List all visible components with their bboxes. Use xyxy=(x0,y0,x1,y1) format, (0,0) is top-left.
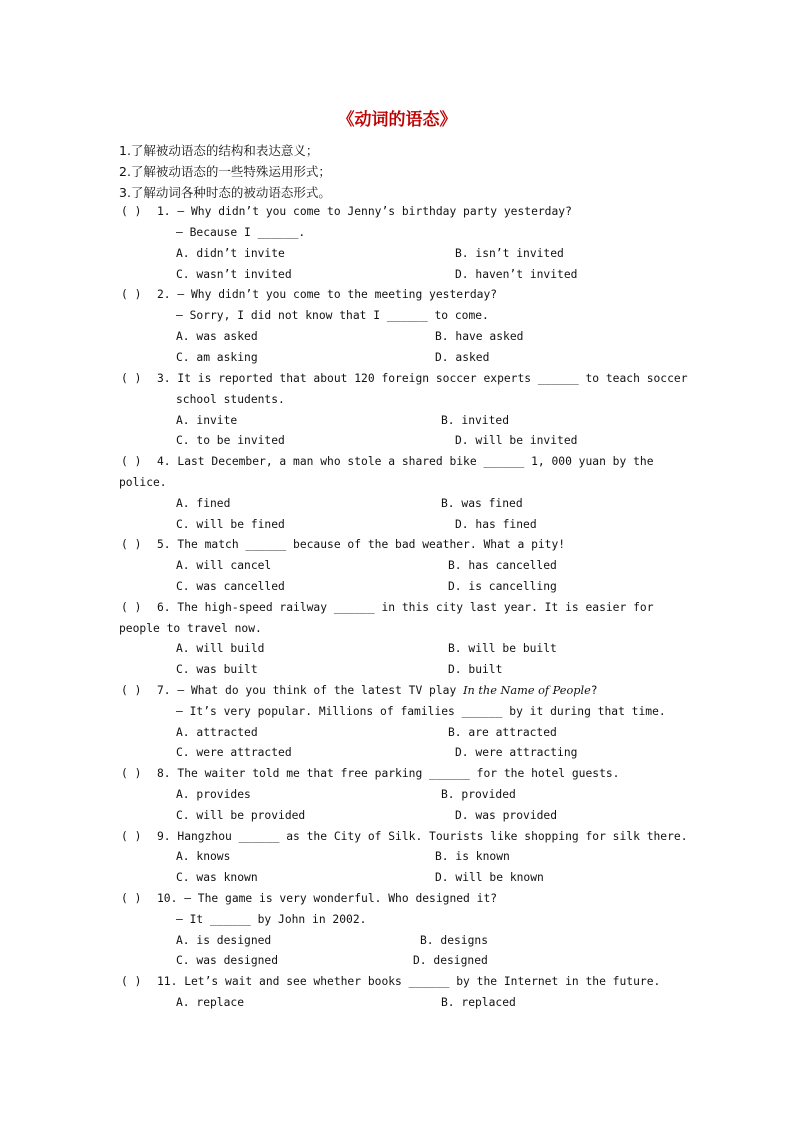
answer-blank[interactable]: ( ) xyxy=(121,601,142,614)
objective-2: 2.了解被动语态的一些特殊运用形式； xyxy=(119,164,331,179)
option-c[interactable]: C. will be fined xyxy=(176,518,285,531)
answer-blank[interactable]: ( ) xyxy=(121,372,142,385)
question-stem: 8. The waiter told me that free parking ______ for the hotel guests. xyxy=(157,767,620,780)
answer-blank[interactable]: ( ) xyxy=(121,975,142,988)
option-d[interactable]: D. will be invited xyxy=(455,434,578,447)
objective-3: 3.了解动词各种时态的被动语态形式。 xyxy=(119,185,331,200)
answer-blank[interactable]: ( ) xyxy=(121,455,142,468)
option-d[interactable]: D. built xyxy=(448,663,503,676)
option-a[interactable]: A. will cancel xyxy=(176,559,272,572)
option-a[interactable]: A. fined xyxy=(176,497,231,510)
option-a[interactable]: A. provides xyxy=(176,788,251,801)
option-a[interactable]: A. didn’t invite xyxy=(176,247,285,260)
option-c[interactable]: C. am asking xyxy=(176,351,258,364)
option-a[interactable]: A. will build xyxy=(176,642,265,655)
answer-blank[interactable]: ( ) xyxy=(121,538,142,551)
option-b[interactable]: B. are attracted xyxy=(448,726,557,739)
answer-blank[interactable]: ( ) xyxy=(121,288,142,301)
option-c[interactable]: C. will be provided xyxy=(176,809,306,822)
question-continuation: people to travel now. xyxy=(119,622,262,635)
option-d[interactable]: D. is cancelling xyxy=(448,580,557,593)
question-stem: 11. Let’s wait and see whether books ______ by the Internet in the future. xyxy=(157,975,661,988)
question-reply: — It ______ by John in 2002. xyxy=(176,913,367,926)
question-stem: 1. — Why didn’t you come to Jenny’s birthday party yesterday? xyxy=(157,205,572,218)
answer-blank[interactable]: ( ) xyxy=(121,205,142,218)
option-b[interactable]: B. isn’t invited xyxy=(455,247,564,260)
option-d[interactable]: D. was provided xyxy=(455,809,558,822)
answer-blank[interactable]: ( ) xyxy=(121,767,142,780)
option-d[interactable]: D. asked xyxy=(435,351,490,364)
option-a[interactable]: A. was asked xyxy=(176,330,258,343)
option-c[interactable]: C. was known xyxy=(176,871,258,884)
question-continuation: police. xyxy=(119,476,167,489)
page-title: 《动词的语态》 xyxy=(337,110,457,130)
option-d[interactable]: D. were attracting xyxy=(455,746,578,759)
question-continuation: school students. xyxy=(176,393,285,406)
option-d[interactable]: D. haven’t invited xyxy=(455,268,578,281)
question-stem: 3. It is reported that about 120 foreign soccer experts ______ to teach soccer xyxy=(157,372,688,385)
option-b[interactable]: B. invited xyxy=(441,414,510,427)
answer-blank[interactable]: ( ) xyxy=(121,684,142,697)
answer-blank[interactable]: ( ) xyxy=(121,830,142,843)
option-b[interactable]: B. has cancelled xyxy=(448,559,557,572)
tv-play-title: In the Name of People xyxy=(463,684,591,697)
option-c[interactable]: C. wasn’t invited xyxy=(176,268,292,281)
question-reply: — Sorry, I did not know that I ______ to come. xyxy=(176,309,489,322)
option-c[interactable]: C. was cancelled xyxy=(176,580,285,593)
objective-1: 1.了解被动语态的结构和表达意义； xyxy=(119,143,319,158)
option-b[interactable]: B. provided xyxy=(441,788,516,801)
option-c[interactable]: C. to be invited xyxy=(176,434,285,447)
option-b[interactable]: B. was fined xyxy=(441,497,523,510)
answer-blank[interactable]: ( ) xyxy=(121,892,142,905)
option-b[interactable]: B. have asked xyxy=(435,330,524,343)
option-c[interactable]: C. were attracted xyxy=(176,746,292,759)
option-c[interactable]: C. was designed xyxy=(176,954,279,967)
question-stem: 5. The match ______ because of the bad weather. What a pity! xyxy=(157,538,566,551)
question-stem: 2. — Why didn’t you come to the meeting yesterday? xyxy=(157,288,498,301)
option-a[interactable]: A. attracted xyxy=(176,726,258,739)
question-reply: — Because I ______. xyxy=(176,226,306,239)
question-stem: 10. — The game is very wonderful. Who designed it? xyxy=(157,892,498,905)
question-reply: — It’s very popular. Millions of families ______ by it during that time. xyxy=(176,705,666,718)
option-a[interactable]: A. replace xyxy=(176,996,245,1009)
question-stem: 4. Last December, a man who stole a shared bike ______ 1, 000 yuan by the xyxy=(157,455,654,468)
option-c[interactable]: C. was built xyxy=(176,663,258,676)
option-a[interactable]: A. knows xyxy=(176,850,231,863)
option-d[interactable]: D. has fined xyxy=(455,518,537,531)
option-d[interactable]: D. designed xyxy=(413,954,488,967)
option-a[interactable]: A. invite xyxy=(176,414,238,427)
option-a[interactable]: A. is designed xyxy=(176,934,272,947)
option-b[interactable]: B. replaced xyxy=(441,996,516,1009)
question-stem: 7. — What do you think of the latest TV play In the Name of People? xyxy=(157,684,598,697)
option-d[interactable]: D. will be known xyxy=(435,871,544,884)
question-stem: 9. Hangzhou ______ as the City of Silk. Tourists like shopping for silk there. xyxy=(157,830,688,843)
option-b[interactable]: B. designs xyxy=(420,934,489,947)
option-b[interactable]: B. is known xyxy=(435,850,510,863)
question-stem: 6. The high-speed railway ______ in this city last year. It is easier for xyxy=(157,601,654,614)
option-b[interactable]: B. will be built xyxy=(448,642,557,655)
